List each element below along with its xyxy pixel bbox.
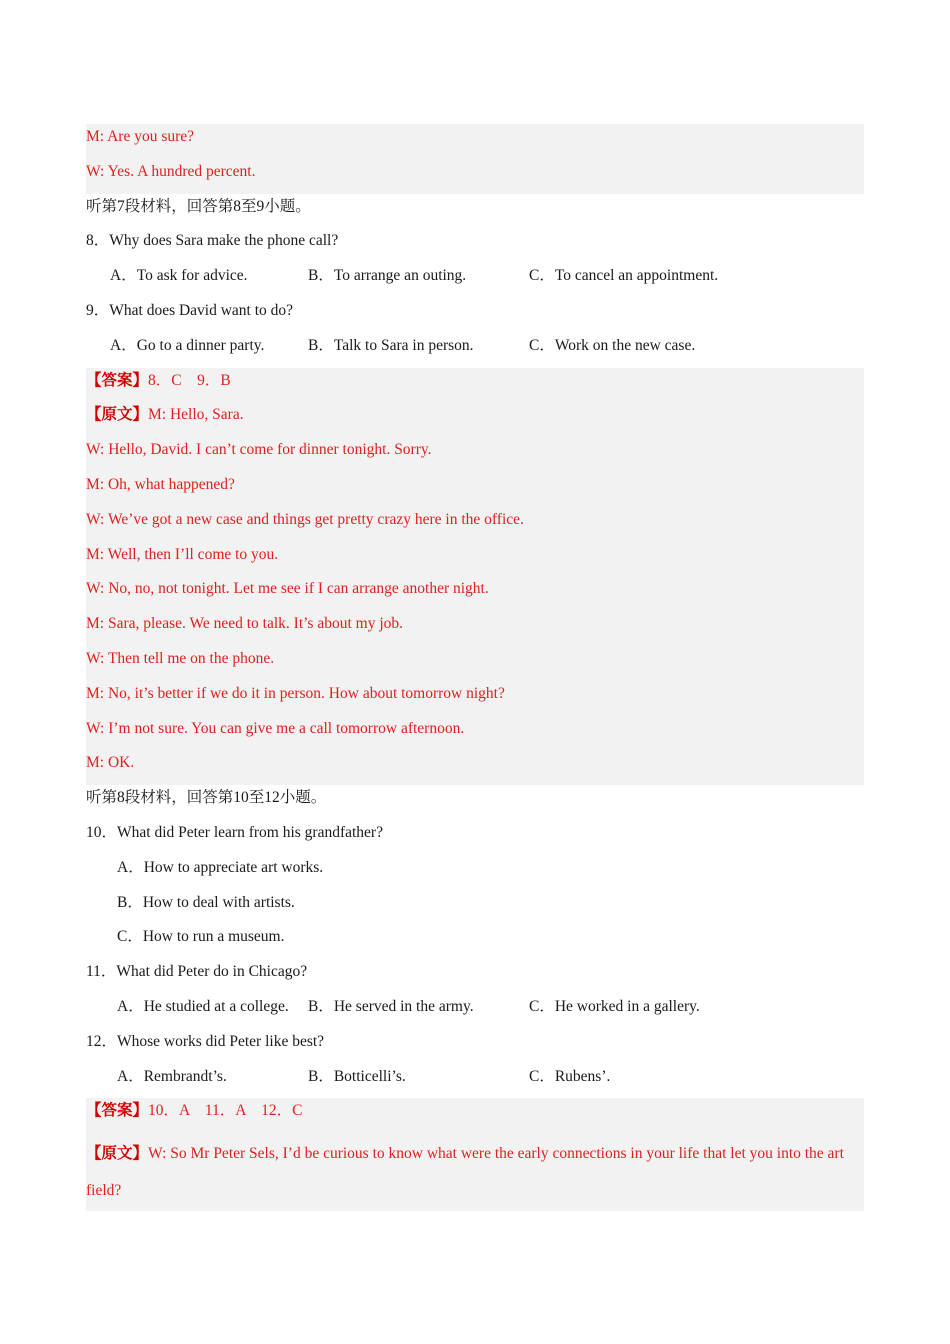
- answer-text: 10．A 11．A 12．C: [148, 1102, 303, 1120]
- option-c: C．To cancel an appointment.: [529, 267, 719, 285]
- answer-text: 8．C 9．B: [148, 371, 231, 389]
- script-first-line: M: Hello, Sara.: [148, 406, 244, 424]
- question-11-stem: 11．What did Peter do in Chicago?: [86, 963, 308, 981]
- question-11-options: [86, 994, 864, 1029]
- option-b: B．How to deal with artists.: [117, 893, 295, 911]
- transcript-block-6: [86, 124, 864, 194]
- option-a: A．To ask for advice.: [110, 267, 248, 285]
- section-7-intro: 听第7段材料，回答第8至9小题。: [86, 197, 311, 215]
- question-12-options: [86, 1064, 864, 1099]
- transcript-line: W: Then tell me on the phone.: [86, 649, 275, 667]
- question-10-stem: 10．What did Peter learn from his grandfather?: [86, 823, 383, 841]
- option-a: A．He studied at a college.: [117, 997, 289, 1015]
- option-c: C．Work on the new case.: [529, 336, 696, 354]
- option-b: B．Talk to Sara in person.: [308, 336, 474, 354]
- answer-line: [86, 1098, 864, 1133]
- option-b: B．To arrange an outing.: [308, 267, 467, 285]
- transcript-line: W: I’m not sure. You can give me a call tomorrow afternoon.: [86, 719, 465, 737]
- script-tag: 【原文】: [86, 406, 149, 424]
- answer-tag: 【答案】: [86, 1102, 149, 1120]
- question-9-stem: 9．What does David want to do?: [86, 301, 294, 319]
- transcript-line: M: Well, then I’ll come to you.: [86, 545, 279, 563]
- transcript-line: M: Sara, please. We need to talk. It’s about my job.: [86, 615, 404, 633]
- option-b: B．He served in the army.: [308, 997, 474, 1015]
- question-9-options: [86, 333, 864, 368]
- script-line: [86, 402, 864, 437]
- section-8-intro: 听第8段材料，回答第10至12小题。: [86, 789, 327, 807]
- transcript-line: M: Are you sure?: [86, 128, 195, 145]
- transcript-line: M: No, it’s better if we do it in person. How about tomorrow night?: [86, 684, 505, 702]
- option-a: A．How to appreciate art works.: [117, 858, 324, 876]
- transcript-line: W: No, no, not tonight. Let me see if I can arrange another night.: [86, 580, 489, 598]
- question-8-stem: 8．Why does Sara make the phone call?: [86, 232, 339, 250]
- transcript-line: W: Yes. A hundred percent.: [86, 162, 256, 180]
- script-tag: 【原文】: [86, 1145, 149, 1163]
- answer-line: [86, 368, 864, 403]
- question-8-options: [86, 263, 864, 298]
- answer-block-8: [86, 1098, 864, 1211]
- answer-tag: 【答案】: [86, 371, 149, 389]
- document-page: [86, 124, 864, 1211]
- transcript-line: W: Hello, David. I can’t come for dinner tonight. Sorry.: [86, 441, 432, 459]
- question-12-stem: 12．Whose works did Peter like best?: [86, 1032, 325, 1050]
- option-c: C．How to run a museum.: [117, 928, 285, 946]
- option-c: C．He worked in a gallery.: [529, 997, 700, 1015]
- transcript-line: M: Oh, what happened?: [86, 475, 235, 493]
- option-b: B．Botticelli’s.: [308, 1067, 406, 1085]
- answer-block-7: [86, 368, 864, 786]
- script-first-line: W: So Mr Peter Sels, I’d be curious to know what were the early connections in your life that let you into the art field?: [86, 1145, 844, 1200]
- transcript-line: W: We’ve got a new case and things get pretty crazy here in the office.: [86, 510, 524, 528]
- option-a: A．Rembrandt’s.: [117, 1067, 227, 1085]
- transcript-line: M: OK.: [86, 754, 135, 772]
- option-c: C．Rubens’.: [529, 1067, 611, 1085]
- script-line: [86, 1133, 864, 1211]
- option-a: A．Go to a dinner party.: [110, 336, 265, 354]
